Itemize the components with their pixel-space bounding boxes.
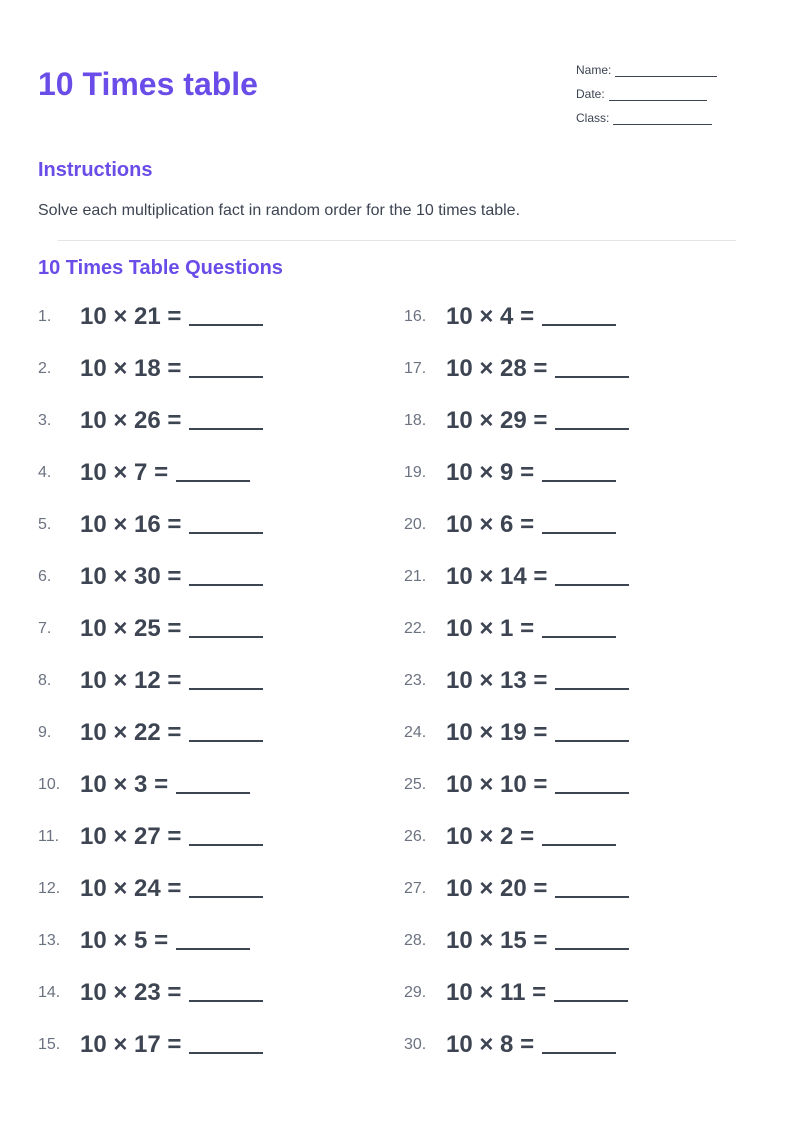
question-expression: 10 × 25 =	[80, 615, 182, 642]
question-number: 9.	[38, 724, 52, 741]
question-number: 15.	[38, 1036, 61, 1053]
answer-blank[interactable]	[542, 616, 616, 638]
question-expression: 10 × 8 =	[446, 1031, 535, 1058]
question-expression: 10 × 5 =	[80, 927, 169, 954]
answer-blank[interactable]	[189, 668, 263, 690]
question-item	[38, 666, 263, 696]
question-expression: 10 × 21 =	[80, 303, 182, 330]
question-number: 30.	[404, 1036, 427, 1053]
question-expression: 10 × 26 =	[80, 407, 182, 434]
question-expression: 10 × 15 =	[446, 927, 548, 954]
answer-blank[interactable]	[189, 564, 263, 586]
question-number: 23.	[404, 672, 427, 689]
question-item	[404, 926, 629, 956]
question-expression: 10 × 11 =	[446, 979, 547, 1006]
question-number: 5.	[38, 516, 52, 533]
question-item	[404, 458, 616, 488]
instructions-text: Solve each multiplication fact in random order for the 10 times table.	[38, 202, 521, 219]
question-number: 18.	[404, 412, 427, 429]
question-number: 14.	[38, 984, 61, 1001]
question-expression: 10 × 16 =	[80, 511, 182, 538]
question-item	[404, 510, 616, 540]
question-number: 12.	[38, 880, 61, 897]
question-number: 19.	[404, 464, 427, 481]
question-number: 29.	[404, 984, 427, 1001]
section-divider	[58, 240, 736, 241]
question-number: 25.	[404, 776, 427, 793]
question-expression: 10 × 28 =	[446, 355, 548, 382]
question-number: 17.	[404, 360, 427, 377]
question-item	[404, 614, 616, 644]
answer-blank[interactable]	[542, 304, 616, 326]
question-number: 21.	[404, 568, 427, 585]
answer-blank[interactable]	[189, 616, 263, 638]
question-number: 27.	[404, 880, 427, 897]
answer-blank[interactable]	[542, 824, 616, 846]
name-field	[576, 53, 756, 77]
question-item	[404, 562, 629, 592]
question-item	[404, 666, 629, 696]
question-number: 6.	[38, 568, 52, 585]
date-field	[576, 77, 756, 101]
question-expression: 10 × 30 =	[80, 563, 182, 590]
question-expression: 10 × 20 =	[446, 875, 548, 902]
question-item	[404, 406, 629, 436]
question-expression: 10 × 6 =	[446, 511, 535, 538]
question-expression: 10 × 29 =	[446, 407, 548, 434]
question-item	[38, 770, 250, 800]
question-item	[38, 510, 263, 540]
answer-blank[interactable]	[189, 980, 263, 1002]
answer-blank[interactable]	[555, 876, 629, 898]
question-item	[38, 562, 263, 592]
question-expression: 10 × 17 =	[80, 1031, 182, 1058]
question-number: 22.	[404, 620, 427, 637]
question-expression: 10 × 19 =	[446, 719, 548, 746]
question-item	[404, 874, 629, 904]
question-expression: 10 × 3 =	[80, 771, 169, 798]
question-expression: 10 × 7 =	[80, 459, 169, 486]
answer-blank[interactable]	[542, 1032, 616, 1054]
question-expression: 10 × 1 =	[446, 615, 535, 642]
answer-blank[interactable]	[189, 876, 263, 898]
question-number: 24.	[404, 724, 427, 741]
answer-blank[interactable]	[176, 772, 250, 794]
answer-blank[interactable]	[542, 512, 616, 534]
class-blank[interactable]	[613, 110, 712, 125]
question-expression: 10 × 13 =	[446, 667, 548, 694]
question-item	[38, 978, 263, 1008]
answer-blank[interactable]	[555, 668, 629, 690]
question-item	[38, 822, 263, 852]
answer-blank[interactable]	[555, 720, 629, 742]
question-item	[38, 1030, 263, 1060]
answer-blank[interactable]	[542, 460, 616, 482]
question-item	[38, 874, 263, 904]
question-item	[404, 718, 629, 748]
question-expression: 10 × 4 =	[446, 303, 535, 330]
question-item	[38, 614, 263, 644]
question-expression: 10 × 9 =	[446, 459, 535, 486]
question-expression: 10 × 2 =	[446, 823, 535, 850]
answer-blank[interactable]	[189, 356, 263, 378]
instructions-heading: Instructions	[38, 159, 153, 181]
answer-blank[interactable]	[555, 928, 629, 950]
question-item	[38, 926, 250, 956]
question-expression: 10 × 24 =	[80, 875, 182, 902]
date-label: Date:	[576, 87, 605, 101]
question-number: 7.	[38, 620, 52, 637]
question-number: 8.	[38, 672, 52, 689]
date-blank[interactable]	[609, 86, 707, 101]
answer-blank[interactable]	[176, 460, 250, 482]
answer-blank[interactable]	[189, 408, 263, 430]
question-item	[404, 302, 616, 332]
question-number: 16.	[404, 308, 427, 325]
answer-blank[interactable]	[189, 720, 263, 742]
page-title: 10 Times table	[38, 66, 258, 102]
question-expression: 10 × 12 =	[80, 667, 182, 694]
question-item	[38, 718, 263, 748]
question-number: 1.	[38, 308, 52, 325]
name-blank[interactable]	[615, 62, 717, 77]
question-item	[38, 302, 263, 332]
answer-blank[interactable]	[555, 356, 629, 378]
answer-blank[interactable]	[176, 928, 250, 950]
answer-blank[interactable]	[555, 564, 629, 586]
question-expression: 10 × 23 =	[80, 979, 182, 1006]
question-number: 26.	[404, 828, 427, 845]
question-number: 13.	[38, 932, 61, 949]
question-number: 10.	[38, 776, 61, 793]
question-item	[404, 770, 629, 800]
question-expression: 10 × 18 =	[80, 355, 182, 382]
answer-blank[interactable]	[554, 980, 628, 1002]
question-item	[38, 406, 263, 436]
question-number: 3.	[38, 412, 52, 429]
question-item	[404, 822, 616, 852]
answer-blank[interactable]	[189, 824, 263, 846]
question-number: 20.	[404, 516, 427, 533]
question-expression: 10 × 27 =	[80, 823, 182, 850]
answer-blank[interactable]	[555, 408, 629, 430]
question-expression: 10 × 22 =	[80, 719, 182, 746]
question-item	[38, 354, 263, 384]
question-number: 28.	[404, 932, 427, 949]
question-item	[404, 1030, 616, 1060]
student-info-fields	[576, 53, 756, 125]
answer-blank[interactable]	[189, 512, 263, 534]
question-expression: 10 × 14 =	[446, 563, 548, 590]
answer-blank[interactable]	[189, 1032, 263, 1054]
question-number: 11.	[38, 828, 60, 845]
question-expression: 10 × 10 =	[446, 771, 548, 798]
question-item	[38, 458, 250, 488]
question-number: 4.	[38, 464, 52, 481]
question-item	[404, 354, 629, 384]
questions-heading: 10 Times Table Questions	[38, 257, 283, 279]
question-item	[404, 978, 628, 1008]
question-number: 2.	[38, 360, 52, 377]
class-field	[576, 101, 756, 125]
class-label: Class:	[576, 111, 610, 125]
name-label: Name:	[576, 63, 612, 77]
answer-blank[interactable]	[189, 304, 263, 326]
answer-blank[interactable]	[555, 772, 629, 794]
